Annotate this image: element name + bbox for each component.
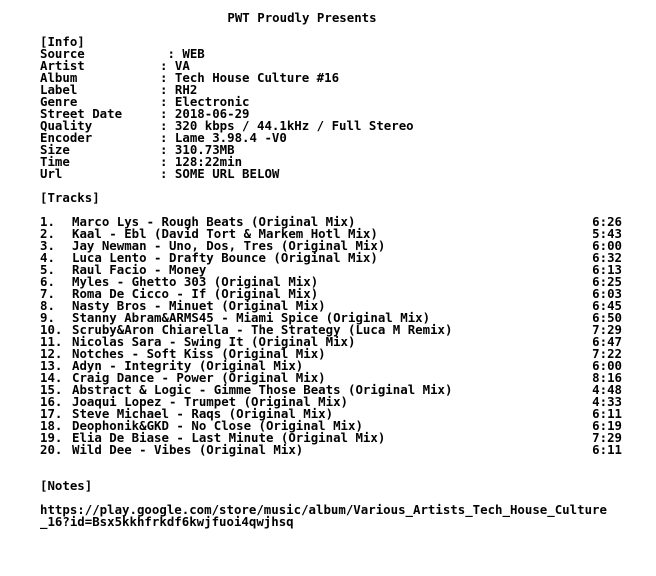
track-number: 17. [40, 406, 63, 421]
track-number: 5. [40, 262, 55, 277]
track-number: 15. [40, 382, 63, 397]
track-duration: 6:11 [592, 406, 622, 421]
info-key: Source [40, 46, 85, 61]
info-value: 2018-06-29 [174, 106, 250, 121]
track-title: Marco Lys - Rough Beats (Original Mix) [72, 214, 356, 229]
track-number: 13. [40, 358, 63, 373]
info-separator: : [160, 118, 175, 133]
track-row [40, 444, 639, 456]
track-title: Joaqui Lopez - Trumpet (Original Mix) [72, 394, 349, 409]
track-duration: 7:22 [592, 346, 622, 361]
track-duration: 6:00 [592, 358, 622, 373]
info-separator: : [160, 106, 175, 121]
track-number: 12. [40, 346, 63, 361]
track-title: Wild Dee - Vibes (Original Mix) [72, 442, 304, 457]
track-title: Abstract & Logic - Gimme Those Beats (Original Mix) [72, 382, 453, 397]
track-number: 8. [40, 298, 55, 313]
track-number: 3. [40, 238, 55, 253]
info-section-header: [Info] [40, 34, 85, 49]
info-separator: : [160, 166, 175, 181]
info-key: Genre [40, 94, 78, 109]
track-title: Myles - Ghetto 303 (Original Mix) [72, 274, 319, 289]
track-duration: 4:48 [592, 382, 622, 397]
track-number: 16. [40, 394, 63, 409]
track-title: Adyn - Integrity (Original Mix) [72, 358, 304, 373]
info-value: Electronic [174, 94, 250, 109]
track-number: 7. [40, 286, 55, 301]
track-number: 6. [40, 274, 55, 289]
track-title: Jay Newman - Uno, Dos, Tres (Original Mix) [72, 238, 386, 253]
track-duration: 6:11 [592, 442, 622, 457]
track-title: Deophonik&GKD - No Close (Original Mix) [72, 418, 363, 433]
track-duration: 6:13 [592, 262, 622, 277]
track-duration: 8:16 [592, 370, 622, 385]
track-duration: 6:26 [592, 214, 622, 229]
track-duration: 6:50 [592, 310, 622, 325]
release-title: PWT Proudly Presents [227, 10, 377, 25]
tracks-section-header: [Tracks] [40, 190, 100, 205]
track-duration: 6:47 [592, 334, 622, 349]
track-duration: 4:33 [592, 394, 622, 409]
info-key: Time [40, 154, 70, 169]
info-key: Url [40, 166, 63, 181]
info-value: WEB [182, 46, 205, 61]
track-title: Notches - Soft Kiss (Original Mix) [72, 346, 326, 361]
track-title: Kaal - Ebl (David Tort & Markem Hotl Mix) [72, 226, 378, 241]
info-key: Encoder [40, 130, 93, 145]
track-title: Raul Facio - Money [72, 262, 207, 277]
info-key: Street Date [40, 106, 123, 121]
track-number: 9. [40, 310, 55, 325]
track-duration: 7:29 [592, 430, 622, 445]
info-value: RH2 [174, 82, 198, 97]
track-number: 19. [40, 430, 63, 445]
info-separator: : [160, 82, 175, 97]
track-number: 18. [40, 418, 63, 433]
track-number: 2. [40, 226, 55, 241]
info-value: Lame 3.98.4 -V0 [174, 130, 287, 145]
info-value: 320 kbps / 44.1kHz / Full Stereo [174, 118, 414, 133]
track-duration: 6:32 [592, 250, 622, 265]
info-separator: : [160, 46, 183, 61]
track-title: Stanny Abram&ARMS45 - Miami Spice (Original Mix) [72, 310, 431, 325]
info-value: VA [174, 58, 190, 73]
track-number: 20. [40, 442, 63, 457]
info-separator: : [160, 58, 175, 73]
info-key: Artist [40, 58, 85, 73]
info-separator: : [160, 154, 175, 169]
notes-url-line: _16?id=Bsx5kkhfrkdf6kwjfuoi4qwjhsq [40, 514, 294, 529]
track-duration: 6:45 [592, 298, 622, 313]
track-title: Nasty Bros - Minuet (Original Mix) [72, 298, 326, 313]
track-title: Elia De Biase - Last Minute (Original Mix) [72, 430, 386, 445]
track-title: Craig Dance - Power (Original Mix) [72, 370, 326, 385]
track-number: 4. [40, 250, 55, 265]
track-number: 14. [40, 370, 63, 385]
track-duration: 6:25 [592, 274, 622, 289]
track-number: 11. [40, 334, 63, 349]
track-title: Nicolas Sara - Swing It (Original Mix) [72, 334, 356, 349]
track-duration: 5:43 [592, 226, 622, 241]
info-separator: : [160, 130, 175, 145]
info-key: Size [40, 142, 70, 157]
info-value: Tech House Culture #16 [174, 70, 340, 85]
track-duration: 6:19 [592, 418, 622, 433]
info-value: SOME URL BELOW [174, 166, 280, 181]
info-row-url [40, 168, 279, 180]
info-value: 128:22min [174, 154, 243, 169]
track-number: 1. [40, 214, 55, 229]
notes-url-line: https://play.google.com/store/music/album/Various_Artists_Tech_House_Culture [40, 502, 607, 517]
info-key: Quality [40, 118, 93, 133]
info-separator: : [160, 70, 175, 85]
track-duration: 7:29 [592, 322, 622, 337]
notes-section-header: [Notes] [40, 478, 93, 493]
track-duration: 6:00 [592, 238, 622, 253]
track-title: Roma De Cicco - If (Original Mix) [72, 286, 319, 301]
info-value: 310.73MB [174, 142, 235, 157]
info-separator: : [160, 94, 175, 109]
info-key: Album [40, 70, 78, 85]
info-separator: : [160, 142, 175, 157]
track-title: Steve Michael - Raqs (Original Mix) [72, 406, 334, 421]
track-title: Scruby&Aron Chiarella - The Strategy (Luca M Remix) [72, 322, 453, 337]
track-duration: 6:03 [592, 286, 622, 301]
track-title: Luca Lento - Drafty Bounce (Original Mix) [72, 250, 378, 265]
info-key: Label [40, 82, 78, 97]
track-number: 10. [40, 322, 63, 337]
